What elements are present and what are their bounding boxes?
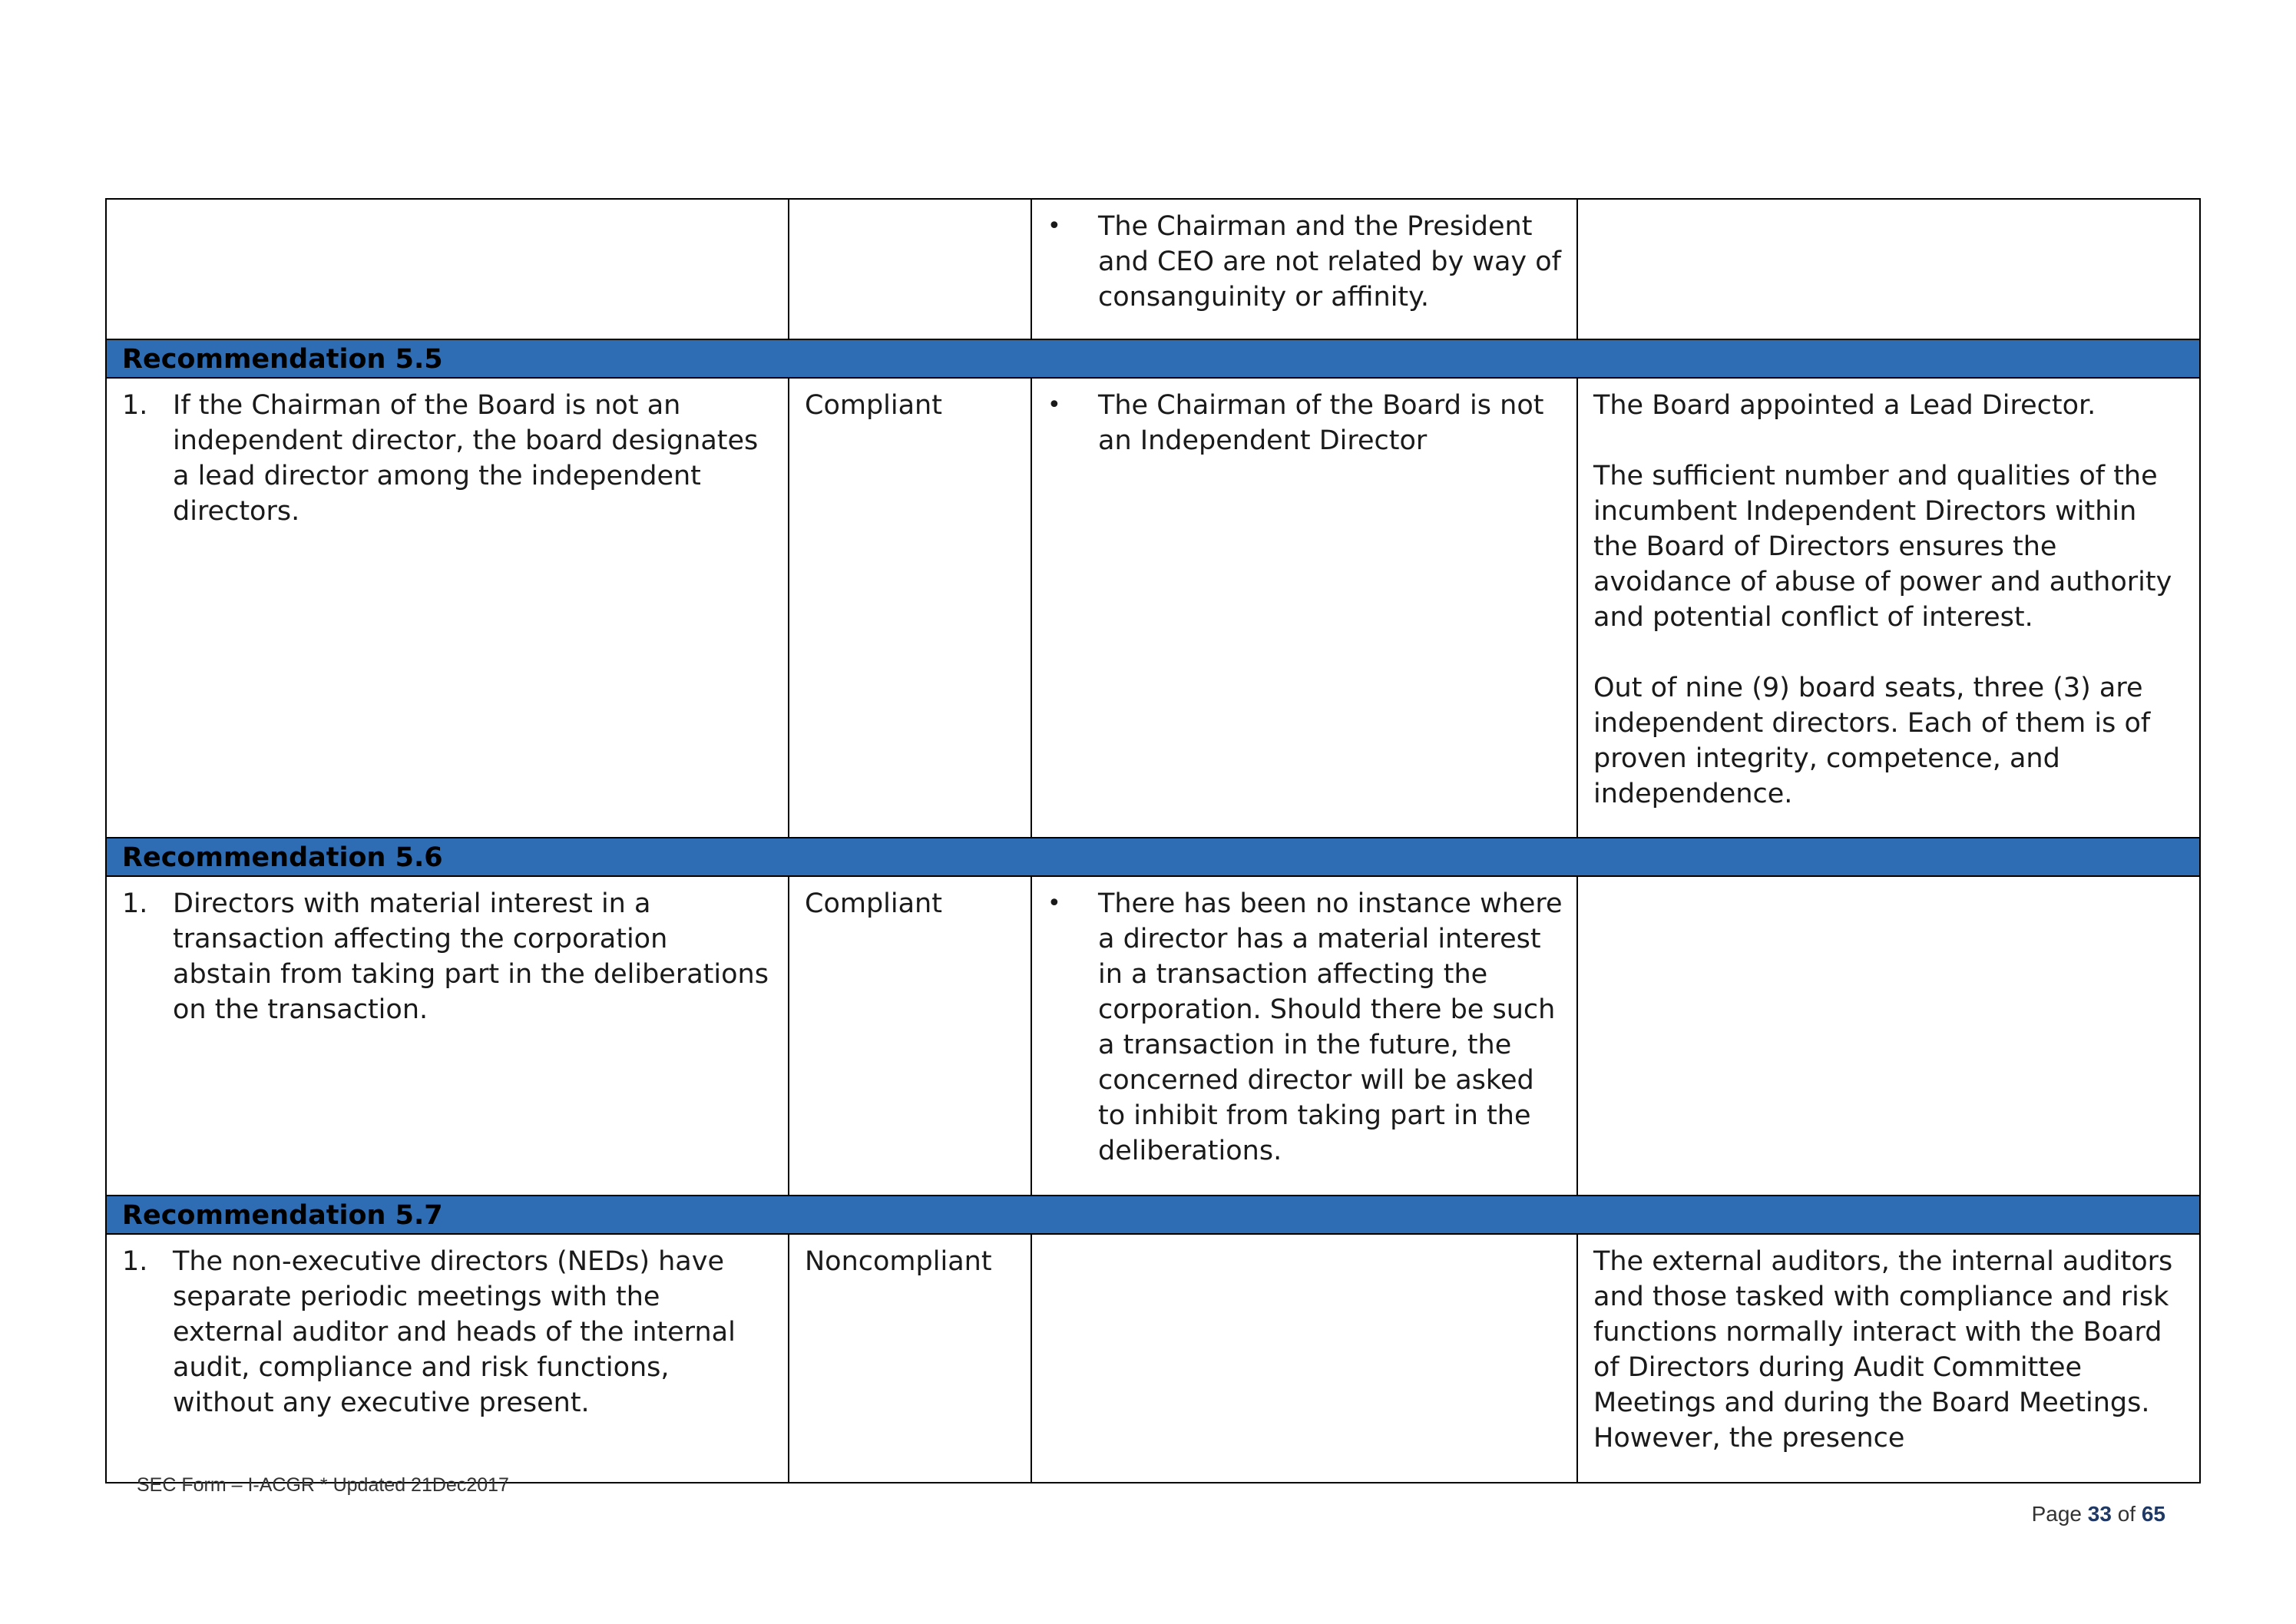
explanation-cell [1577,1234,2200,1483]
evidence-bullet: • The Chairman and the President and CEO are not related by way of consanguinity or affinity. [1047,209,1563,315]
explanation-paragraph: The external auditors, the internal auditors and those tasked with compliance and risk functions normally interact with the Board of Directors during Audit Committee Meetings and during the Board Meetings. However, the presence [1593,1246,2173,1454]
recommendation-header: Recommendation 5.6 [106,838,2200,876]
status-cell [789,199,1031,339]
evidence-cell [1031,378,1577,838]
form-label: SEC Form – I-ACGR * Updated 21Dec2017 [137,1474,509,1496]
evidence-bullet: • There has been no instance where a director has a material interest in a transaction affecting the corporation. Should there be such a transaction in the future, the concerned director will be asked to inhibit from taking part in the deliberations. [1047,886,1563,1169]
evidence-cell [1031,199,1577,339]
explanation-paragraph: The Board appointed a Lead Director. [1593,390,2096,421]
recommendation-header: Recommendation 5.5 [106,339,2200,378]
total-pages: 65 [2141,1502,2165,1526]
item-number: 1. [122,390,148,421]
recommendation-row [106,1234,2200,1483]
recommendation-cell [106,876,789,1196]
explanation-paragraph: The sufficient number and qualities of the incumbent Independent Directors within the Board of Directors ensures the avoidance of abuse of power and authority and potential conflict of interest. [1593,461,2172,633]
current-page: 33 [2087,1502,2112,1526]
evidence-cell [1031,1234,1577,1483]
item-number: 1. [122,1246,148,1277]
status-cell: Compliant [789,378,1031,838]
status-cell: Noncompliant [789,1234,1031,1483]
explanation-cell [1577,876,2200,1196]
recommendation-text: If the Chairman of the Board is not an independent director, the board designates a lead director among the independent directors. [173,390,759,527]
recommendation-cell [106,199,789,339]
recommendation-cell [106,1234,789,1483]
page-number: Page 33 of 65 [2031,1502,2165,1526]
evidence-cell [1031,876,1577,1196]
explanation-cell [1577,199,2200,339]
recommendation-cell [106,378,789,838]
explanation-paragraph: Out of nine (9) board seats, three (3) are independent directors. Each of them is of proven integrity, competence, and independence. [1593,673,2151,809]
continuation-row [106,199,2200,339]
bullet-icon: • [1047,890,1061,917]
explanation-cell [1577,378,2200,838]
recommendation-row [106,378,2200,838]
recommendation-text: Directors with material interest in a transaction affecting the corporation abstain from taking part in the deliberations on the transaction. [173,888,769,1025]
status-cell: Compliant [789,876,1031,1196]
recommendation-header: Recommendation 5.7 [106,1196,2200,1234]
bullet-icon: • [1047,392,1061,418]
item-number: 1. [122,888,148,919]
evidence-bullet: • The Chairman of the Board is not an Independent Director [1047,388,1563,458]
recommendation-text: The non-executive directors (NEDs) have separate periodic meetings with the external auditor and heads of the internal audit, compliance and risk functions, without any executive present. [173,1246,736,1418]
bullet-icon: • [1047,213,1061,240]
acgr-table [105,198,2201,1483]
recommendation-row [106,876,2200,1196]
